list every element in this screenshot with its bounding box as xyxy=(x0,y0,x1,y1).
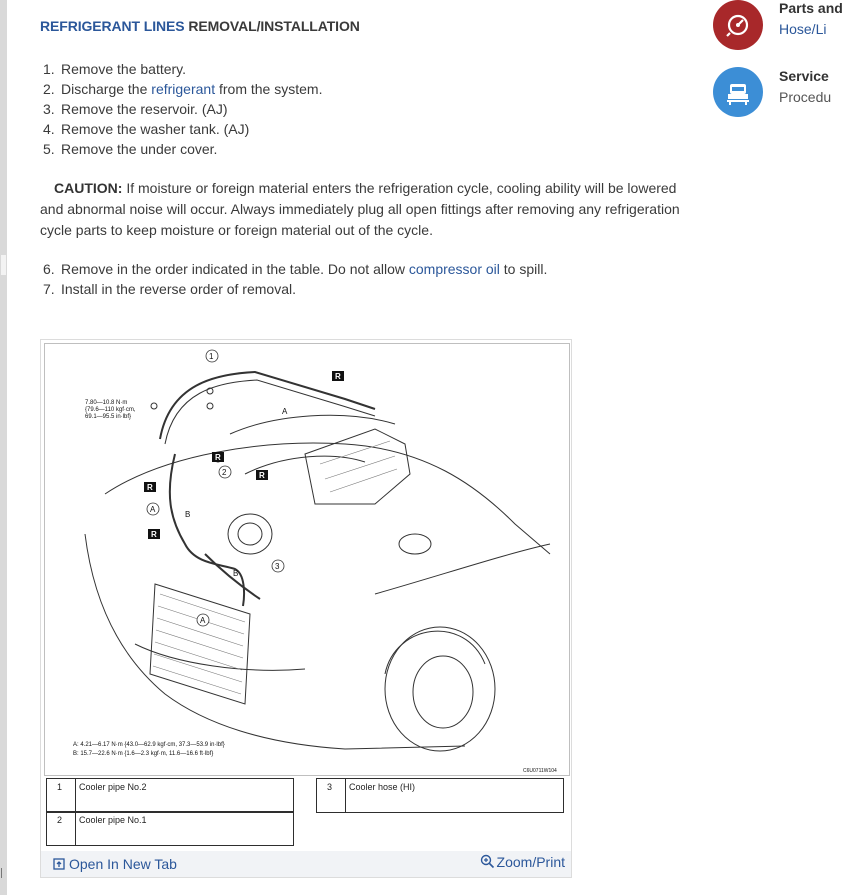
step-item xyxy=(40,79,322,99)
step-number: 2. xyxy=(43,81,55,97)
figure-code: C6U0711W104 xyxy=(523,768,557,774)
torque-line: {79.6—110 kgf·cm, xyxy=(85,407,136,413)
step-number: 7. xyxy=(43,281,55,297)
svg-text:A: A xyxy=(282,407,288,416)
figure-footer xyxy=(41,851,571,877)
sidebar-title[interactable]: Parts and xyxy=(779,0,843,16)
step-text: from the system. xyxy=(215,81,323,97)
svg-text:3: 3 xyxy=(275,562,280,571)
step-text: Remove the washer tank. (AJ) xyxy=(61,121,250,137)
caution-note xyxy=(40,178,680,241)
wheel-hub xyxy=(413,656,473,728)
compressor-oil-link[interactable]: compressor oil xyxy=(408,261,500,277)
steps-list-2 xyxy=(40,259,547,299)
scroll-thumb[interactable] xyxy=(1,255,6,275)
step-item xyxy=(40,259,547,279)
step-text: Remove the battery. xyxy=(61,61,187,77)
step-text: Install in the reverse order of removal. xyxy=(61,281,296,297)
svg-text:R: R xyxy=(151,530,157,539)
parts-table xyxy=(41,778,571,850)
cooler-pipe-2-inner xyxy=(165,380,375,444)
torque-line: 7.80—10.8 N·m xyxy=(85,400,128,406)
title-link[interactable]: REFRIGERANT LINES xyxy=(40,18,185,34)
torque-b: B: 15.7—22.6 N·m {1.6—2.3 kgf·m, 11.6—16.6 ft·lbf} xyxy=(73,751,214,757)
svg-text:B: B xyxy=(185,510,191,519)
caution-label: CAUTION: xyxy=(54,180,123,196)
zoom-print-button[interactable]: Zoom/Print xyxy=(480,854,565,870)
step-item xyxy=(40,279,547,299)
svg-text:A: A xyxy=(200,616,206,625)
step-text: to spill. xyxy=(499,261,548,277)
sidebar-subtitle[interactable]: Procedu xyxy=(779,89,832,105)
sidebar-title[interactable]: Service xyxy=(779,68,829,84)
svg-text:1: 1 xyxy=(209,352,214,361)
caution-text: If moisture or foreign material enters the refrigeration cycle, cooling ability will be lowered and abnormal noise will occur. Always immediately plug all open fittings after removing any refrigeration cycle parts to keep moisture or foreign material out of the cycle. xyxy=(40,180,680,238)
compressor xyxy=(228,514,272,554)
wheel-arch xyxy=(385,631,485,674)
hood-outline xyxy=(105,443,550,554)
page-title xyxy=(40,18,360,34)
open-in-new-tab-button[interactable]: Open In New Tab xyxy=(53,856,177,872)
svg-text:R: R xyxy=(259,471,265,480)
reservoir-cap xyxy=(399,534,431,554)
svg-text:B: B xyxy=(233,569,239,578)
front-wheel xyxy=(385,627,495,751)
svg-text:R: R xyxy=(215,453,221,462)
step-item xyxy=(40,119,322,139)
step-number: 3. xyxy=(43,101,55,117)
torque-line: 69.1—95.5 in·lbf} xyxy=(85,414,132,420)
step-text: Discharge the xyxy=(61,81,152,97)
step-number: 5. xyxy=(43,141,55,157)
step-number: 4. xyxy=(43,121,55,137)
step-number: 1. xyxy=(43,61,55,77)
sidebar-subtitle[interactable]: Hose/Li xyxy=(779,21,827,37)
cooler-pipe-1 xyxy=(170,454,244,606)
steps-list xyxy=(40,59,322,159)
zoom-icon xyxy=(480,854,495,869)
parts-row: 3 Cooler hose (HI) xyxy=(316,778,564,813)
torque-a: A: 4.21—6.17 N·m {43.0—62.9 kgf·cm, 37.3—53.9 in·lbf} xyxy=(73,742,225,748)
edge-mark xyxy=(1,868,6,878)
car-lift-icon xyxy=(713,67,763,117)
fender-line xyxy=(375,544,550,594)
svg-text:2: 2 xyxy=(222,468,227,477)
step-item xyxy=(40,99,322,119)
step-item xyxy=(40,139,322,159)
bumper-outline xyxy=(135,644,305,670)
step-text: Remove the under cover. xyxy=(61,141,218,157)
gauge-icon xyxy=(713,0,763,50)
open-tab-icon xyxy=(53,858,65,870)
svg-text:A: A xyxy=(150,505,156,514)
svg-text:R: R xyxy=(335,372,341,381)
title-rest: REMOVAL/INSTALLATION xyxy=(184,18,360,34)
refrigerant-link[interactable]: refrigerant xyxy=(151,81,216,97)
refrigerant-lines-diagram[interactable] xyxy=(44,343,570,776)
figure-card xyxy=(40,339,572,878)
parts-row: 2 Cooler pipe No.1 xyxy=(46,811,294,846)
step-number: 6. xyxy=(43,261,55,277)
hvac-unit xyxy=(305,429,410,504)
parts-row: 1 Cooler pipe No.2 xyxy=(46,778,294,813)
step-text: Remove the reservoir. (AJ) xyxy=(61,101,228,117)
step-text: Remove in the order indicated in the table. Do not allow xyxy=(61,261,409,277)
step-item xyxy=(40,59,322,79)
svg-text:R: R xyxy=(147,483,153,492)
left-scroll-strip[interactable] xyxy=(0,0,7,895)
